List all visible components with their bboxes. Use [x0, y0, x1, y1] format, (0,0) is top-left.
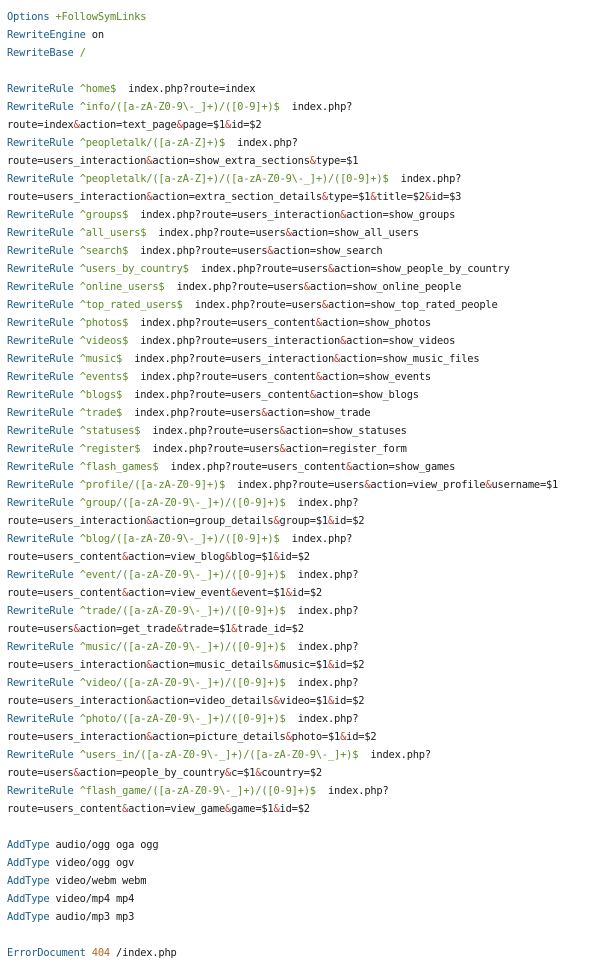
regex-pattern: ^search$ [79, 245, 129, 257]
code-text: action=picture_details [152, 731, 286, 743]
regex-pattern: ^event/([a-zA-Z0-9\-_]+)/([0-9]+)$ [79, 569, 286, 581]
ampersand-separator: & [231, 623, 238, 635]
code-text: blog=$1 [231, 551, 274, 563]
ampersand-separator: & [485, 479, 492, 491]
code-line [7, 314, 558, 332]
directive-keyword: RewriteRule [7, 713, 74, 725]
ampersand-separator: & [364, 479, 371, 491]
code-text: group=$1 [279, 515, 328, 527]
code-text: route=users [7, 767, 74, 779]
code-line [7, 692, 558, 710]
code-line [7, 98, 558, 116]
code-text: index.php? [285, 677, 359, 689]
code-line [7, 656, 558, 674]
code-line [7, 242, 558, 260]
regex-pattern: ^info/([a-zA-Z0-9\-_]+)/([0-9]+)$ [79, 101, 280, 113]
code-line [7, 530, 558, 548]
code-line [7, 710, 558, 728]
regex-pattern: ^users_by_country$ [79, 263, 189, 275]
directive-keyword: RewriteBase [7, 47, 74, 59]
code-text: action=show_photos [321, 317, 431, 329]
directive-keyword: RewriteRule [7, 533, 74, 545]
directive-keyword: RewriteRule [7, 227, 74, 239]
directive-keyword: RewriteRule [7, 443, 74, 455]
code-line [7, 620, 558, 638]
code-text: game=$1 [231, 803, 274, 815]
code-line [7, 800, 558, 818]
code-text: route=users_interaction [7, 515, 147, 527]
directive-keyword: RewriteRule [7, 641, 74, 653]
ampersand-separator: & [327, 515, 335, 527]
code-text: route=users_interaction [7, 191, 147, 203]
blank-line [7, 926, 558, 944]
code-line [7, 458, 558, 476]
code-text: type=$1 [315, 155, 359, 167]
ampersand-separator: & [146, 515, 153, 527]
code-text: event=$1 [237, 587, 286, 599]
ampersand-separator: & [309, 155, 316, 167]
code-text: index.php?route=users [140, 425, 280, 437]
code-line [7, 782, 558, 800]
ampersand-separator: & [146, 731, 153, 743]
code-line [7, 332, 558, 350]
code-line [7, 116, 558, 134]
code-line [7, 890, 558, 908]
ampersand-separator: & [73, 767, 80, 779]
code-text: action=show_groups [346, 209, 456, 221]
directive-keyword: RewriteRule [7, 281, 74, 293]
code-text: id=$2 [334, 515, 365, 527]
code-text: index.php?route=users [182, 299, 322, 311]
code-line [7, 728, 558, 746]
regex-pattern: ^group/([a-zA-Z0-9\-_]+)/([0-9]+)$ [79, 497, 286, 509]
code-line [7, 224, 558, 242]
code-text: action=show_trade [267, 407, 371, 419]
ampersand-separator: & [225, 767, 232, 779]
directive-keyword: RewriteRule [7, 389, 74, 401]
regex-pattern: ^music$ [79, 353, 123, 365]
code-text: index.php?route=users [128, 245, 268, 257]
regex-pattern: +FollowSymLinks [55, 11, 147, 23]
regex-pattern: ^users_in/([a-zA-Z0-9\-_]+)/([a-zA-Z0-9\-_]+)$ [79, 749, 359, 761]
code-text: photo=$1 [291, 731, 341, 743]
code-line [7, 494, 558, 512]
code-text: on [85, 29, 104, 41]
code-line [7, 836, 558, 854]
code-text: route=users [7, 623, 74, 635]
code-text: index.php?route=users [188, 263, 328, 275]
code-text: index.php? [279, 533, 353, 545]
ampersand-separator: & [225, 803, 232, 815]
code-text: id=$2 [279, 551, 310, 563]
regex-pattern: ^photo/([a-zA-Z0-9\-_]+)/([0-9]+)$ [79, 713, 286, 725]
code-text: action=group_details [152, 515, 274, 527]
code-text: action=view_game [128, 803, 226, 815]
ampersand-separator: & [176, 623, 183, 635]
ampersand-separator: & [370, 191, 377, 203]
code-text: index.php?route=users_interaction [128, 209, 341, 221]
code-text: action=text_page [79, 119, 177, 131]
code-text: index.php?route=users_interaction [122, 353, 335, 365]
code-text: index.php?route=users [140, 443, 280, 455]
code-line [7, 278, 558, 296]
ampersand-separator: & [261, 407, 268, 419]
ampersand-separator: & [279, 425, 286, 437]
code-text: action=people_by_country [79, 767, 226, 779]
code-line [7, 674, 558, 692]
regex-pattern: ^blogs$ [79, 389, 123, 401]
code-text: route=users_interaction [7, 155, 147, 167]
code-text: action=show_top_rated_people [327, 299, 498, 311]
code-text: index.php? [285, 497, 359, 509]
code-text: index.php? [285, 713, 359, 725]
code-text: index.php?route=users [146, 227, 286, 239]
code-text: audio/ogg oga ogg [49, 839, 159, 851]
ampersand-separator: & [225, 119, 232, 131]
code-text: id=$2 [231, 119, 262, 131]
ampersand-separator: & [255, 767, 262, 779]
code-text: route=users_content [7, 803, 123, 815]
code-line [7, 404, 558, 422]
code-line [7, 854, 558, 872]
code-text: action=view_profile [370, 479, 486, 491]
ampersand-separator: & [327, 659, 335, 671]
code-text: index.php?route=users [225, 479, 365, 491]
regex-pattern: ^groups$ [79, 209, 129, 221]
directive-keyword: RewriteRule [7, 749, 74, 761]
regex-pattern: ^video/([a-zA-Z0-9\-_]+)/([0-9]+)$ [79, 677, 286, 689]
directive-keyword: AddType [7, 875, 50, 887]
ampersand-separator: & [176, 119, 183, 131]
code-text: index.php?route=users_content [128, 317, 316, 329]
directive-keyword: AddType [7, 839, 50, 851]
code-line [7, 170, 558, 188]
ampersand-separator: & [303, 281, 310, 293]
ampersand-separator: & [273, 515, 280, 527]
directive-keyword: ErrorDocument [7, 947, 86, 959]
ampersand-separator: & [273, 551, 280, 563]
code-text: action=show_statuses [285, 425, 407, 437]
ampersand-separator: & [285, 227, 292, 239]
ampersand-separator: & [73, 119, 80, 131]
code-text: id=$2 [279, 803, 310, 815]
code-line [7, 440, 558, 458]
code-text: action=show_videos [346, 335, 456, 347]
code-text: video/ogg ogv [49, 857, 135, 869]
code-text: id=$3 [430, 191, 462, 203]
ampersand-separator: & [225, 551, 232, 563]
code-text: action=show_blogs [315, 389, 419, 401]
code-text: action=show_online_people [309, 281, 462, 293]
ampersand-separator: & [146, 695, 153, 707]
code-text: route=index [7, 119, 74, 131]
ampersand-separator: & [315, 317, 322, 329]
directive-keyword: RewriteRule [7, 173, 74, 185]
code-text: action=register_form [285, 443, 407, 455]
code-text: action=get_trade [79, 623, 177, 635]
code-text: /index.php [109, 947, 177, 959]
code-line [7, 152, 558, 170]
code-text: index.php? [285, 569, 359, 581]
code-line [7, 260, 558, 278]
code-line [7, 26, 558, 44]
directive-keyword: RewriteRule [7, 263, 74, 275]
code-text: action=show_music_files [340, 353, 480, 365]
code-text: action=show_events [321, 371, 431, 383]
code-text: action=show_games [352, 461, 456, 473]
code-line [7, 422, 558, 440]
ampersand-separator: & [273, 803, 280, 815]
code-line [7, 134, 558, 152]
ampersand-separator: & [309, 389, 316, 401]
code-text: type=$1 [327, 191, 371, 203]
regex-pattern: ^blog/([a-zA-Z0-9\-_]+)/([0-9]+)$ [79, 533, 280, 545]
code-text: action=show_all_users [291, 227, 419, 239]
ampersand-separator: & [346, 461, 353, 473]
ampersand-separator: & [279, 443, 286, 455]
code-text: action=view_blog [128, 551, 226, 563]
ampersand-separator: & [122, 803, 129, 815]
regex-pattern: ^music/([a-zA-Z0-9\-_]+)/([0-9]+)$ [79, 641, 286, 653]
code-text: music=$1 [279, 659, 328, 671]
regex-pattern: ^events$ [79, 371, 129, 383]
directive-keyword: RewriteRule [7, 353, 74, 365]
directive-keyword: RewriteRule [7, 209, 74, 221]
code-text: id=$2 [346, 731, 377, 743]
code-text: index.php? [279, 101, 353, 113]
directive-keyword: RewriteRule [7, 461, 74, 473]
ampersand-separator: & [122, 587, 129, 599]
ampersand-separator: & [146, 659, 153, 671]
ampersand-separator: & [285, 731, 292, 743]
regex-pattern: / [79, 47, 86, 59]
ampersand-separator: & [327, 263, 335, 275]
directive-keyword: RewriteRule [7, 569, 74, 581]
ampersand-separator: & [146, 191, 153, 203]
directive-keyword: RewriteRule [7, 335, 74, 347]
regex-pattern: ^register$ [79, 443, 141, 455]
code-text: route=users_interaction [7, 659, 147, 671]
directive-keyword: RewriteRule [7, 299, 74, 311]
code-text: page=$1 [182, 119, 226, 131]
code-text: index.php?route=users [122, 407, 262, 419]
code-line [7, 44, 558, 62]
code-text: route=users_content [7, 551, 123, 563]
directive-keyword: RewriteRule [7, 245, 74, 257]
ampersand-separator: & [267, 245, 274, 257]
code-line [7, 746, 558, 764]
code-line [7, 206, 558, 224]
code-line [7, 602, 558, 620]
code-text: index.php? [315, 785, 389, 797]
code-text: trade_id=$2 [237, 623, 304, 635]
code-line [7, 944, 558, 962]
htaccess-code-block [7, 8, 558, 962]
code-line [7, 476, 558, 494]
code-line [7, 638, 558, 656]
code-line [7, 296, 558, 314]
ampersand-separator: & [285, 587, 292, 599]
code-text: action=extra_section_details [152, 191, 322, 203]
regex-pattern: ^home$ [79, 83, 117, 95]
code-text: username=$1 [491, 479, 559, 491]
code-line [7, 566, 558, 584]
directive-keyword: RewriteRule [7, 479, 74, 491]
code-line [7, 764, 558, 782]
code-text: id=$2 [334, 695, 365, 707]
ampersand-separator: & [146, 155, 153, 167]
directive-keyword: AddType [7, 857, 50, 869]
directive-keyword: RewriteRule [7, 317, 74, 329]
code-text: index.php?route=users_interaction [128, 335, 341, 347]
regex-pattern: ^trade$ [79, 407, 123, 419]
regex-pattern: ^peopletalk/([a-zA-Z]+)$ [79, 137, 226, 149]
code-line [7, 908, 558, 926]
code-text: video/webm webm [49, 875, 147, 887]
ampersand-separator: & [334, 353, 341, 365]
ampersand-separator: & [340, 335, 347, 347]
code-text: video/mp4 mp4 [49, 893, 135, 905]
code-text: id=$2 [334, 659, 365, 671]
blank-line [7, 62, 558, 80]
regex-pattern: ^photos$ [79, 317, 129, 329]
code-text: country=$2 [261, 767, 322, 779]
directive-keyword: RewriteRule [7, 371, 74, 383]
directive-keyword: AddType [7, 893, 50, 905]
code-text: action=show_search [273, 245, 383, 257]
code-line [7, 8, 558, 26]
code-line [7, 872, 558, 890]
code-text: index.php?route=index [116, 83, 256, 95]
ampersand-separator: & [340, 209, 347, 221]
code-text: index.php?route=users_content [128, 371, 316, 383]
code-line [7, 350, 558, 368]
regex-pattern: ^flash_games$ [79, 461, 159, 473]
ampersand-separator: & [273, 695, 280, 707]
code-line [7, 368, 558, 386]
ampersand-separator: & [273, 659, 280, 671]
code-text: video=$1 [279, 695, 328, 707]
directive-keyword: RewriteRule [7, 407, 74, 419]
code-text: index.php? [388, 173, 462, 185]
directive-keyword: AddType [7, 911, 50, 923]
directive-keyword: RewriteRule [7, 785, 74, 797]
directive-keyword: RewriteRule [7, 137, 74, 149]
regex-pattern: ^trade/([a-zA-Z0-9\-_]+)/([0-9]+)$ [79, 605, 286, 617]
regex-pattern: ^videos$ [79, 335, 129, 347]
code-text: id=$2 [291, 587, 322, 599]
directive-keyword: RewriteRule [7, 101, 74, 113]
regex-pattern: ^online_users$ [79, 281, 165, 293]
code-text: index.php? [358, 749, 431, 761]
ampersand-separator: & [321, 191, 328, 203]
directive-keyword: RewriteRule [7, 83, 74, 95]
code-line [7, 386, 558, 404]
code-line [7, 512, 558, 530]
code-text: audio/mp3 mp3 [49, 911, 135, 923]
directive-keyword: RewriteRule [7, 677, 74, 689]
code-text: index.php?route=users_content [158, 461, 347, 473]
ampersand-separator: & [424, 191, 431, 203]
code-text: trade=$1 [182, 623, 232, 635]
directive-keyword: RewriteRule [7, 425, 74, 437]
regex-pattern: ^statuses$ [79, 425, 141, 437]
ampersand-separator: & [231, 587, 238, 599]
ampersand-separator: & [340, 731, 347, 743]
code-text: title=$2 [376, 191, 425, 203]
regex-pattern: ^flash_game/([a-zA-Z0-9\-_]+)/([0-9]+)$ [79, 785, 316, 797]
code-text: index.php? [285, 605, 359, 617]
code-text: index.php?route=users_content [122, 389, 310, 401]
ampersand-separator: & [73, 623, 80, 635]
regex-pattern: ^top_rated_users$ [79, 299, 183, 311]
code-line [7, 188, 558, 206]
code-text: index.php?route=users [164, 281, 304, 293]
code-text: route=users_content [7, 587, 123, 599]
regex-pattern: ^profile/([a-zA-Z0-9]+)$ [79, 479, 226, 491]
ampersand-separator: & [315, 371, 322, 383]
code-text: action=show_extra_sections [152, 155, 310, 167]
directive-keyword: RewriteRule [7, 497, 74, 509]
code-text: c=$1 [231, 767, 256, 779]
code-line [7, 80, 558, 98]
directive-keyword: Options [7, 11, 50, 23]
blank-line [7, 818, 558, 836]
code-text: route=users_interaction [7, 695, 147, 707]
regex-pattern: ^peopletalk/([a-zA-Z]+)/([a-zA-Z0-9\-_]+)/([0-9]+)$ [79, 173, 389, 185]
ampersand-separator: & [327, 695, 335, 707]
code-text: index.php? [225, 137, 298, 149]
directive-keyword: RewriteEngine [7, 29, 86, 41]
code-text: action=music_details [152, 659, 274, 671]
code-text: index.php? [285, 641, 359, 653]
code-text: action=video_details [152, 695, 274, 707]
ampersand-separator: & [321, 299, 328, 311]
regex-pattern: ^all_users$ [79, 227, 147, 239]
code-text: action=show_people_by_country [334, 263, 510, 275]
code-text: action=view_event [128, 587, 232, 599]
directive-keyword: RewriteRule [7, 605, 74, 617]
code-line [7, 584, 558, 602]
code-line [7, 548, 558, 566]
status-code: 404 [91, 947, 110, 959]
ampersand-separator: & [122, 551, 129, 563]
code-text: route=users_interaction [7, 731, 147, 743]
